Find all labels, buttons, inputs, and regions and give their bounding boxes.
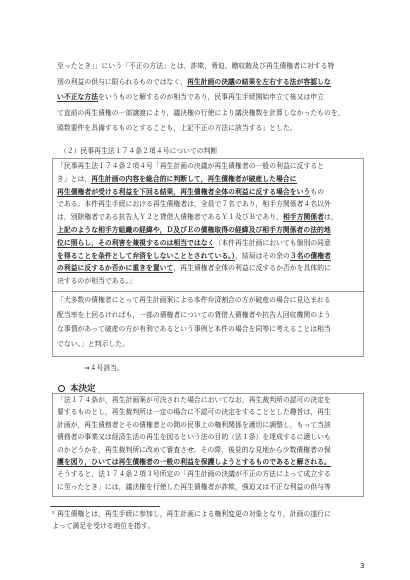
text-run: な事情があって破産の方が有利であるという事例と本件の場合を同等に考えることは相当 xyxy=(57,325,331,333)
text-line xyxy=(57,189,324,196)
text-line xyxy=(57,434,331,441)
text-run: もの xyxy=(310,187,325,196)
text-run: である。本件再生手続における再生債権者は，全員で７名であり，相手方関係者４名以外 xyxy=(57,200,331,209)
text-run: 決するのが相当である。」 xyxy=(57,277,136,286)
text-run: ，結局はその余の xyxy=(235,251,290,260)
text-line xyxy=(57,63,334,70)
text-line xyxy=(57,125,297,132)
text-line xyxy=(57,227,331,234)
text-run: 至ったとき」」にいう「不正の方法」とは，詐欺，脅迫，贈収賄及び再生債権者に対する特 xyxy=(57,62,335,70)
section-heading-2: （２）民事再生法１７４条２項４号についての判断 xyxy=(60,147,218,155)
text-run: 別の利益の供与に限られるものではなく， xyxy=(57,77,187,86)
text-line xyxy=(57,278,136,285)
text-line xyxy=(52,511,331,518)
text-run: に至ったとき」には，議決権を行使した再生債権者が詐欺，強迫又は不正な利益の供与等 xyxy=(57,482,331,491)
text-line xyxy=(57,110,345,117)
text-line xyxy=(57,163,324,170)
text-line xyxy=(57,326,331,333)
text-run: のかどうかを，再生裁判所に改めて審査させ，その際，後見的な見地から少数債権者の保 xyxy=(57,445,331,454)
text-line xyxy=(57,79,331,86)
emphasized-text: を得ることを条件として弁済をしないこととされている。） xyxy=(57,251,236,260)
text-line xyxy=(57,397,331,404)
verdict-text: ⇒４号該当。 xyxy=(84,364,124,372)
text-run: き」とは， xyxy=(57,174,92,183)
emphasized-text: い不正な方法 xyxy=(57,93,99,101)
text-run: 配当率を上回るければも，一部の債権者についての貸借人債権者や抗告人回収機関のよう xyxy=(57,310,331,319)
emphasized-text: 再生債権者が受ける利益を下回る結果，再生債権者全体の利益に反する場合をいう xyxy=(57,187,311,196)
text-line xyxy=(57,265,331,272)
text-line xyxy=(57,94,324,101)
text-run: 「民事再生法１７４条２項４号「再生計画の決議が再生債権者の一般の利益に反すると xyxy=(57,162,325,170)
text-line xyxy=(57,471,331,478)
emphasized-text: 上記のような相手方組織の経緯や，Ｄ及びＥの債権取得の経緯及び相手方関係者の法的地 xyxy=(57,226,331,234)
text-line xyxy=(57,312,331,319)
text-run: 要するものとし，再生裁判所は一定の場合に不認可の決定をすることとした趣旨は，再生 xyxy=(57,408,331,417)
text-line xyxy=(57,214,338,221)
text-line xyxy=(57,297,331,304)
text-run: ，再生債権者全体の利益に反するか否かを具体的に xyxy=(173,264,331,273)
text-run: でない。」と判示した。 xyxy=(57,339,129,348)
text-run: （本件再生計画においても個別の同意 xyxy=(214,238,331,247)
text-line xyxy=(57,447,331,454)
text-run: て直前の再生債権の一部譲渡により，議決権の行使により議決権数を計算しなかったものを， xyxy=(57,108,345,117)
emphasized-text: ３名の債権者 xyxy=(289,251,331,260)
text-run: よって満足を受ける地位を指す。 xyxy=(52,521,155,530)
text-run: 頭数要件を具備するものとすることも，上記不正の方法に該当する」とした。 xyxy=(57,124,297,132)
text-run: は， xyxy=(324,213,338,222)
text-run: は，別除権者である抗告人Ｙ２と貸借人債権者であるＹ１及びＢであり， xyxy=(57,213,283,222)
emphasized-text: の利益に反するか否かに重きを置いて xyxy=(57,264,174,273)
decision-heading-text: 本決定 xyxy=(70,384,96,394)
text-run: ² 再生債権とは，再生手続に参加し，再生計画による権利変更の対象となり，計画の遂行に xyxy=(52,510,331,518)
text-run: 「法１７４条が，再生計画案が可決された場合においてなお，再生裁判所の認可の決定を xyxy=(57,396,331,404)
text-line xyxy=(57,459,331,466)
circle-bullet-icon xyxy=(58,385,65,392)
text-run: そうすると，法１７４条２項３号所定の「再生計画の決議が不正の方法によって成立する xyxy=(57,470,331,479)
footnote-separator xyxy=(50,506,160,507)
text-run: 計画が，再生債務者とその債権者との間の民事上の権利関係を適切に調整し，もって当該 xyxy=(57,420,331,429)
text-line xyxy=(57,341,129,348)
text-line xyxy=(57,409,331,416)
text-line xyxy=(57,176,297,183)
emphasized-text: 再生計画の内容を総合的に判断して，再生債権者が破産した場合に xyxy=(91,174,297,183)
text-line xyxy=(57,201,331,208)
text-run: 「大多数の債権者にとって再生計画案による本件弁済割合の方が破産の場合に見込まれる xyxy=(57,296,331,304)
emphasized-text: 相手方関係者 xyxy=(282,213,325,222)
text-run: 債務者の事業又は経済生活の再生を図るという法の目的（法１条）を達成するに適しいも xyxy=(57,433,331,442)
text-line xyxy=(57,240,331,247)
text-line xyxy=(57,422,331,429)
emphasized-text: 位に照らし，その利害を兼視するのは相当ではなく xyxy=(57,238,215,247)
text-line xyxy=(57,253,331,260)
text-line xyxy=(57,484,331,491)
text-line xyxy=(52,523,154,530)
page-number: 3 xyxy=(360,562,365,570)
text-run: をいうものと解するのが相当であり，民事再生手続開始申立て後又は申立 xyxy=(98,93,325,101)
emphasized-text: 再生計画の決議の結果を左右する法が容認しな xyxy=(186,77,331,86)
emphasized-text: 護を図り，ひいては再生債権者の一般の利益を保護しようとするものであると解される。 xyxy=(57,458,331,466)
